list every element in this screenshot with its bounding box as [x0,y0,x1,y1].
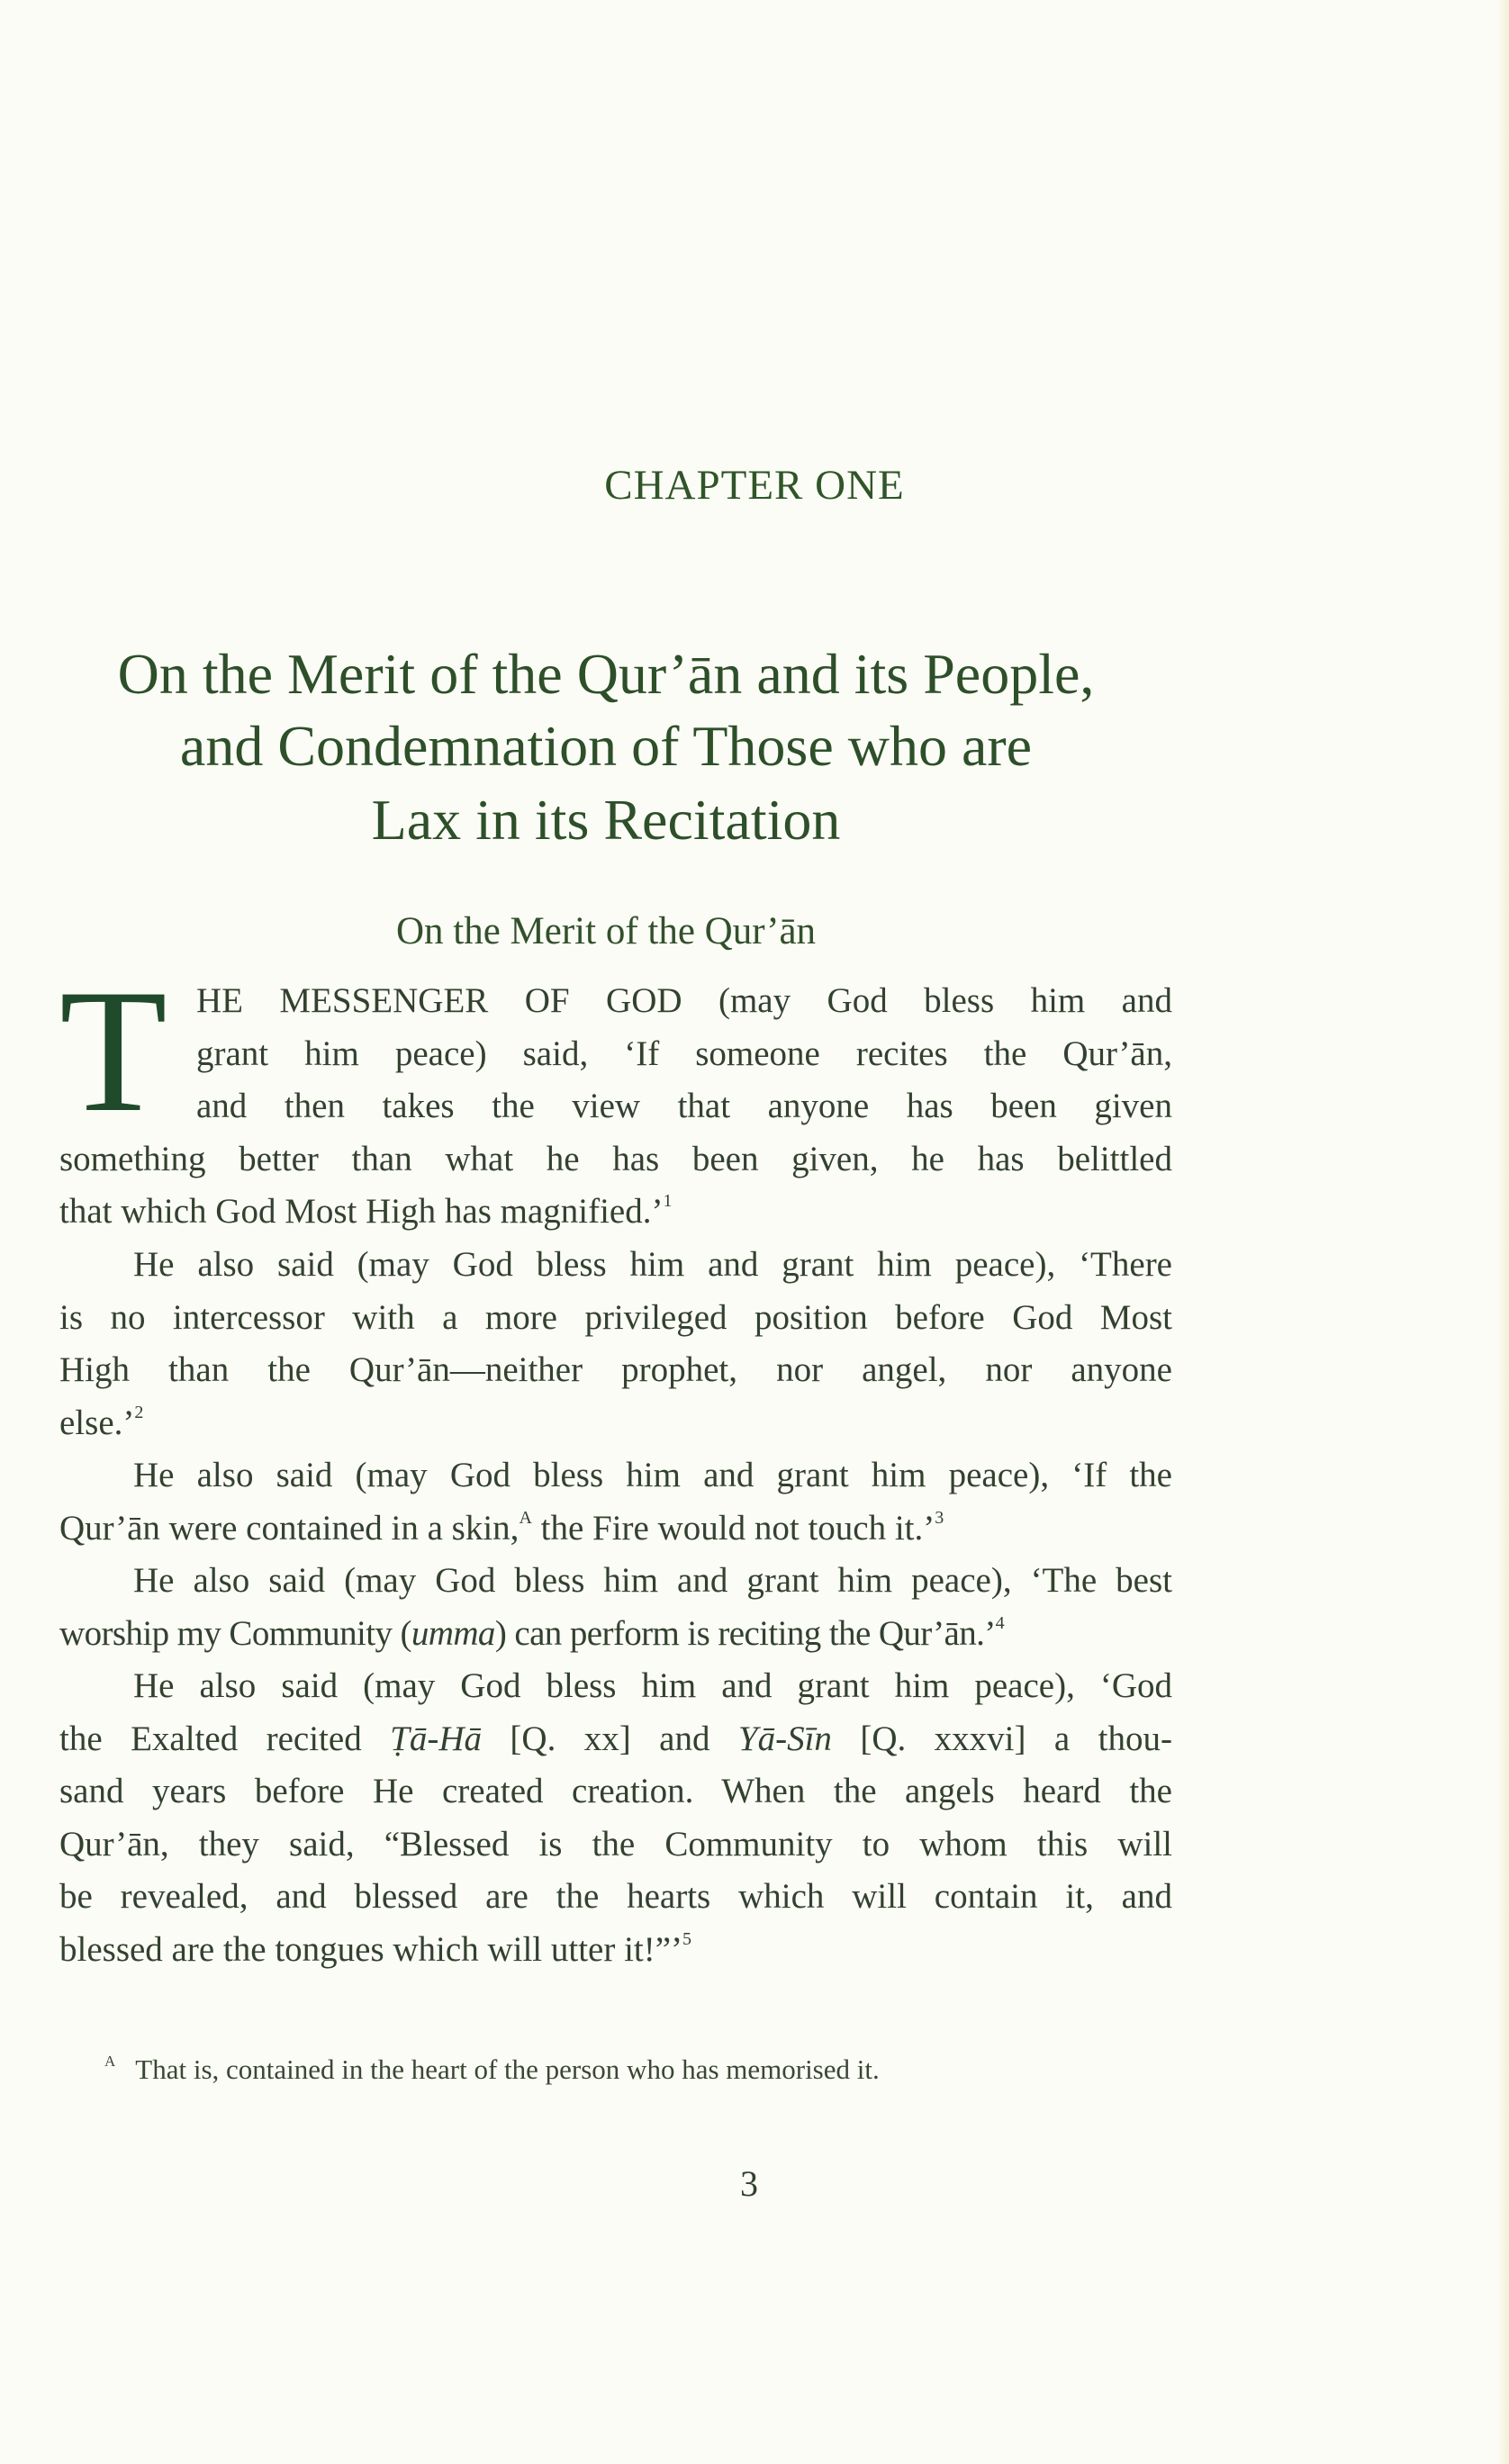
drop-cap: T [59,953,167,1149]
body-line: sand years before He created creation. When the angels heard the [59,1772,1172,1810]
endnote-ref: 3 [935,1508,944,1528]
endnote-ref: 1 [663,1191,673,1211]
footnote-text: That is, contained in the heart of the person who has memorised it. [135,2053,880,2085]
footnote-ref: A [519,1508,532,1528]
body-text: else.’ [59,1403,135,1442]
body-line: something better than what he has been given, he has belittled [59,1140,1172,1178]
body-line: He also said (may God bless him and grant him peace), ‘If the [133,1456,1172,1494]
body-line [59,1503,1172,1555]
chapter-title-line: and Condemnation of Those who are [179,714,1033,778]
body-line [59,1397,1172,1449]
italic-term: umma [411,1614,495,1653]
body-line [59,1186,1172,1238]
footnote-mark: A [104,2053,116,2070]
footnote [104,2053,880,2086]
body-line [59,1713,1172,1765]
body-text: blessed are the tongues which will utter it!”’ [59,1930,683,1969]
body-text: that which God Most High has magnified.’ [59,1192,664,1231]
body-text: [Q. xx] and [481,1719,738,1758]
section-heading: On the Merit of the Qur’ān [395,910,817,952]
body-line: He also said (may God bless him and grant him peace), ‘There [133,1245,1172,1284]
body-line: He also said (may God bless him and grant him peace), ‘The best [133,1561,1172,1600]
body-line: Qur’ān, they said, “Blessed is the Community to whom this will [59,1825,1172,1864]
chapter-title-line: On the Merit of the Qur’ān and its People, [117,642,1095,706]
body-line [59,1608,1172,1660]
endnote-ref: 2 [134,1403,144,1422]
page-edge [1498,0,1509,2464]
body-text: ) can perform is reciting the Qur’ān.’ [494,1614,996,1653]
body-line: grant him peace) said, ‘If someone recites the Qur’ān, [196,1034,1172,1073]
body-text: Qur’ān were contained in a skin, [59,1509,520,1548]
body-line: and then takes the view that anyone has been given [196,1087,1172,1125]
body-line: is no intercessor with a more privileged position before God Most [59,1298,1172,1337]
body-text: the Exalted recited [59,1719,391,1758]
body-text: [Q. xxxvi] a thou- [831,1719,1172,1758]
body-line [59,1924,1172,1976]
chapter-title-line: Lax in its Recitation [371,788,841,852]
chapter-label: CHAPTER ONE [604,462,905,509]
body-text: the Fire would not touch it.’ [531,1509,935,1548]
page-number: 3 [740,2163,758,2204]
body-line: He also said (may God bless him and grant him peace), ‘God [133,1666,1172,1705]
body-line: be revealed, and blessed are the hearts which will contain it, and [59,1877,1172,1916]
body-text: worship my Community ( [59,1614,411,1653]
body-line: High than the Qur’ān—neither prophet, nor angel, nor anyone [59,1350,1172,1389]
endnote-ref: 4 [995,1613,1005,1633]
endnote-ref: 5 [682,1929,692,1949]
surah-name: Ṭā-Hā [390,1719,482,1758]
surah-name: Yā-Sīn [737,1719,832,1758]
body-line: HE MESSENGER OF GOD (may God bless him and [196,981,1172,1020]
